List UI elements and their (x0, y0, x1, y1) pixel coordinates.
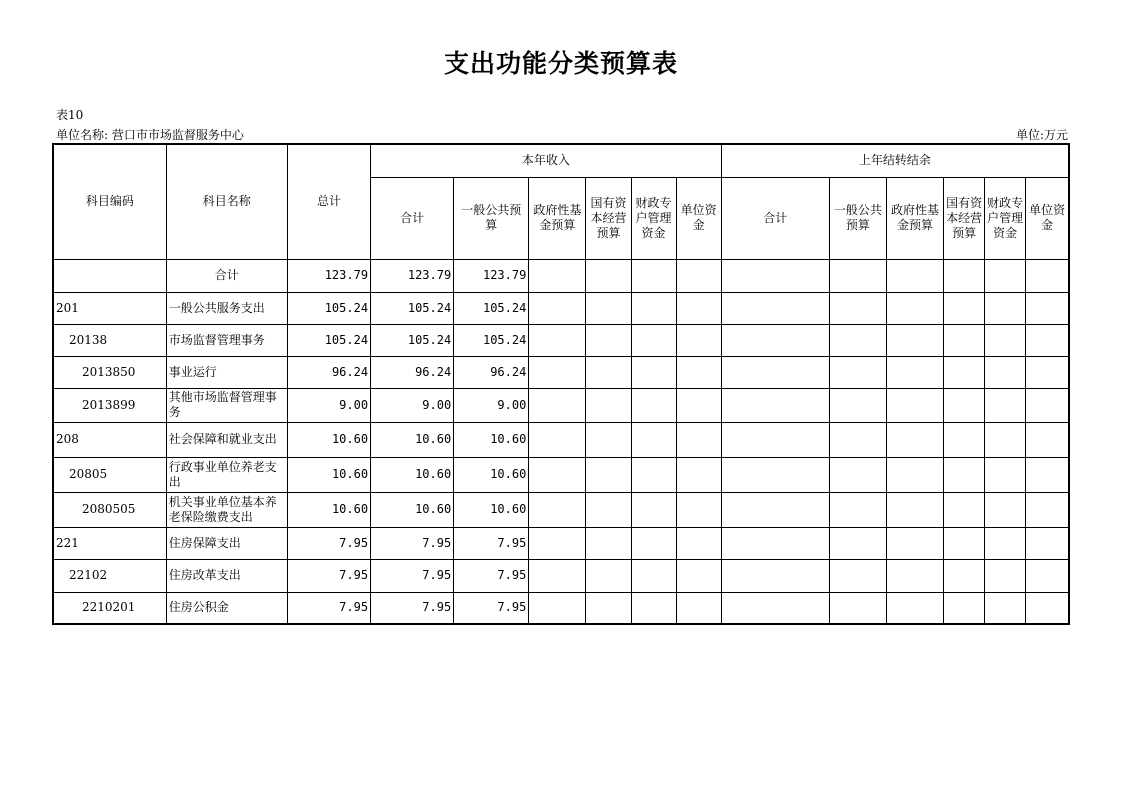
empty-cell (886, 292, 943, 324)
row-cy-total: 7.95 (371, 527, 454, 559)
empty-cell (586, 388, 631, 422)
empty-cell (944, 457, 985, 492)
row-name: 行政事业单位养老支出 (166, 457, 287, 492)
row-name: 其他市场监督管理事务 (166, 388, 287, 422)
empty-cell (829, 388, 886, 422)
empty-cell (886, 388, 943, 422)
empty-cell (829, 527, 886, 559)
row-cy-total: 10.60 (371, 492, 454, 527)
table-row (53, 422, 1069, 457)
empty-cell (985, 259, 1026, 292)
empty-cell (631, 388, 676, 422)
empty-cell (829, 259, 886, 292)
empty-cell (586, 592, 631, 624)
table-row (53, 527, 1069, 559)
empty-cell (985, 592, 1026, 624)
empty-cell (1026, 259, 1069, 292)
empty-cell (829, 356, 886, 388)
empty-cell (886, 527, 943, 559)
row-cy-total: 9.00 (371, 388, 454, 422)
empty-cell (985, 388, 1026, 422)
empty-cell (721, 492, 829, 527)
table-row (53, 356, 1069, 388)
row-total: 10.60 (287, 492, 370, 527)
empty-cell (944, 422, 985, 457)
empty-cell (985, 422, 1026, 457)
empty-cell (944, 559, 985, 592)
empty-cell (586, 492, 631, 527)
empty-cell (721, 292, 829, 324)
empty-cell (829, 422, 886, 457)
empty-cell (721, 324, 829, 356)
empty-cell (1026, 324, 1069, 356)
empty-cell (985, 356, 1026, 388)
row-cy-total: 105.24 (371, 324, 454, 356)
empty-cell (829, 559, 886, 592)
empty-cell (1026, 422, 1069, 457)
empty-cell (631, 559, 676, 592)
row-name: 事业运行 (166, 356, 287, 388)
table-row (53, 292, 1069, 324)
empty-cell (886, 592, 943, 624)
row-total: 10.60 (287, 457, 370, 492)
row-cy-general: 96.24 (454, 356, 529, 388)
row-cy-general: 123.79 (454, 259, 529, 292)
empty-cell (676, 292, 721, 324)
empty-cell (721, 388, 829, 422)
empty-cell (676, 527, 721, 559)
row-total: 10.60 (287, 422, 370, 457)
header-code: 科目编码 (53, 144, 166, 259)
empty-cell (631, 457, 676, 492)
empty-cell (829, 457, 886, 492)
row-cy-total: 123.79 (371, 259, 454, 292)
empty-cell (529, 324, 586, 356)
empty-cell (944, 259, 985, 292)
empty-cell (721, 259, 829, 292)
empty-cell (886, 457, 943, 492)
row-total: 7.95 (287, 559, 370, 592)
header-current-year-income: 本年收入 (371, 144, 722, 177)
row-code: 201 (53, 292, 166, 324)
row-code: 2210201 (53, 592, 166, 624)
header-current-year-col: 合计 (371, 177, 454, 259)
empty-cell (721, 457, 829, 492)
empty-cell (586, 292, 631, 324)
empty-cell (676, 259, 721, 292)
empty-cell (676, 457, 721, 492)
empty-cell (676, 559, 721, 592)
empty-cell (985, 527, 1026, 559)
row-cy-general: 10.60 (454, 422, 529, 457)
row-code: 20805 (53, 457, 166, 492)
empty-cell (1026, 457, 1069, 492)
empty-cell (886, 559, 943, 592)
empty-cell (721, 559, 829, 592)
empty-cell (721, 422, 829, 457)
row-cy-total: 10.60 (371, 457, 454, 492)
empty-cell (631, 492, 676, 527)
row-cy-total: 7.95 (371, 592, 454, 624)
empty-cell (985, 324, 1026, 356)
empty-cell (529, 527, 586, 559)
empty-cell (631, 324, 676, 356)
row-code: 2013850 (53, 356, 166, 388)
empty-cell (944, 324, 985, 356)
empty-cell (829, 324, 886, 356)
row-cy-total: 105.24 (371, 292, 454, 324)
empty-cell (631, 422, 676, 457)
row-cy-total: 7.95 (371, 559, 454, 592)
row-code (53, 259, 166, 292)
table-row (53, 457, 1069, 492)
empty-cell (829, 292, 886, 324)
row-cy-general: 7.95 (454, 527, 529, 559)
header-carryover-col: 合计 (721, 177, 829, 259)
empty-cell (985, 492, 1026, 527)
empty-cell (944, 292, 985, 324)
empty-cell (721, 527, 829, 559)
page-title: 支出功能分类预算表 (443, 49, 678, 78)
empty-cell (721, 592, 829, 624)
empty-cell (1026, 388, 1069, 422)
empty-cell (985, 559, 1026, 592)
empty-cell (529, 422, 586, 457)
row-cy-general: 9.00 (454, 388, 529, 422)
row-total: 9.00 (287, 388, 370, 422)
empty-cell (944, 492, 985, 527)
empty-cell (1026, 492, 1069, 527)
header-total: 总计 (287, 144, 370, 259)
header-current-year-col: 单位资金 (676, 177, 721, 259)
empty-cell (886, 259, 943, 292)
table-row (53, 592, 1069, 624)
row-cy-general: 10.60 (454, 492, 529, 527)
empty-cell (886, 356, 943, 388)
header-carryover-col: 政府性基金预算 (886, 177, 943, 259)
table-number: 表10 (56, 108, 84, 122)
empty-cell (676, 356, 721, 388)
row-name: 住房保障支出 (166, 527, 287, 559)
row-name: 住房改革支出 (166, 559, 287, 592)
row-code: 2080505 (53, 492, 166, 527)
empty-cell (829, 592, 886, 624)
empty-cell (529, 592, 586, 624)
empty-cell (586, 324, 631, 356)
currency-unit: 单位:万元 (1015, 128, 1068, 142)
header-current-year-col: 一般公共预算 (454, 177, 529, 259)
row-total: 105.24 (287, 324, 370, 356)
empty-cell (886, 324, 943, 356)
empty-cell (886, 492, 943, 527)
empty-cell (676, 592, 721, 624)
header-carryover-col: 国有资本经营预算 (944, 177, 985, 259)
row-code: 20138 (53, 324, 166, 356)
row-name: 市场监督管理事务 (166, 324, 287, 356)
row-cy-total: 96.24 (371, 356, 454, 388)
table-row (53, 324, 1069, 356)
row-name: 一般公共服务支出 (166, 292, 287, 324)
empty-cell (829, 492, 886, 527)
row-code: 22102 (53, 559, 166, 592)
header-current-year-col: 国有资本经营预算 (586, 177, 631, 259)
empty-cell (529, 492, 586, 527)
row-total: 123.79 (287, 259, 370, 292)
empty-cell (529, 388, 586, 422)
empty-cell (1026, 527, 1069, 559)
empty-cell (886, 422, 943, 457)
header-current-year-col: 政府性基金预算 (529, 177, 586, 259)
empty-cell (676, 324, 721, 356)
empty-cell (1026, 356, 1069, 388)
row-cy-general: 7.95 (454, 559, 529, 592)
row-total: 96.24 (287, 356, 370, 388)
empty-cell (586, 559, 631, 592)
total-row (53, 259, 1069, 292)
empty-cell (1026, 292, 1069, 324)
row-total: 7.95 (287, 527, 370, 559)
empty-cell (586, 527, 631, 559)
row-cy-general: 7.95 (454, 592, 529, 624)
row-code: 2013899 (53, 388, 166, 422)
empty-cell (1026, 559, 1069, 592)
header-current-year-col: 财政专户管理资金 (631, 177, 676, 259)
table-row (53, 388, 1069, 422)
empty-cell (721, 356, 829, 388)
empty-cell (985, 292, 1026, 324)
header-carryover: 上年结转结余 (721, 144, 1069, 177)
row-cy-total: 10.60 (371, 422, 454, 457)
empty-cell (631, 259, 676, 292)
empty-cell (586, 356, 631, 388)
empty-cell (529, 559, 586, 592)
row-name: 机关事业单位基本养老保险缴费支出 (166, 492, 287, 527)
row-code: 221 (53, 527, 166, 559)
table-row (53, 492, 1069, 527)
row-name: 住房公积金 (166, 592, 287, 624)
empty-cell (944, 527, 985, 559)
row-cy-general: 105.24 (454, 324, 529, 356)
row-total: 7.95 (287, 592, 370, 624)
empty-cell (676, 492, 721, 527)
empty-cell (631, 592, 676, 624)
empty-cell (529, 457, 586, 492)
header-carryover-col: 财政专户管理资金 (985, 177, 1026, 259)
empty-cell (985, 457, 1026, 492)
empty-cell (586, 422, 631, 457)
empty-cell (944, 388, 985, 422)
header-name: 科目名称 (166, 144, 287, 259)
empty-cell (586, 457, 631, 492)
empty-cell (631, 527, 676, 559)
header-carryover-col: 单位资金 (1026, 177, 1069, 259)
row-cy-general: 10.60 (454, 457, 529, 492)
empty-cell (1026, 592, 1069, 624)
table-row (53, 559, 1069, 592)
row-name: 社会保障和就业支出 (166, 422, 287, 457)
empty-cell (631, 292, 676, 324)
empty-cell (944, 356, 985, 388)
empty-cell (529, 356, 586, 388)
empty-cell (529, 259, 586, 292)
row-cy-general: 105.24 (454, 292, 529, 324)
row-name: 合计 (166, 259, 287, 292)
empty-cell (676, 422, 721, 457)
empty-cell (631, 356, 676, 388)
row-total: 105.24 (287, 292, 370, 324)
empty-cell (676, 388, 721, 422)
empty-cell (586, 259, 631, 292)
budget-table (52, 143, 1070, 625)
empty-cell (529, 292, 586, 324)
empty-cell (944, 592, 985, 624)
row-code: 208 (53, 422, 166, 457)
unit-name: 单位名称: 营口市市场监督服务中心 (56, 128, 244, 142)
header-carryover-col: 一般公共预算 (829, 177, 886, 259)
